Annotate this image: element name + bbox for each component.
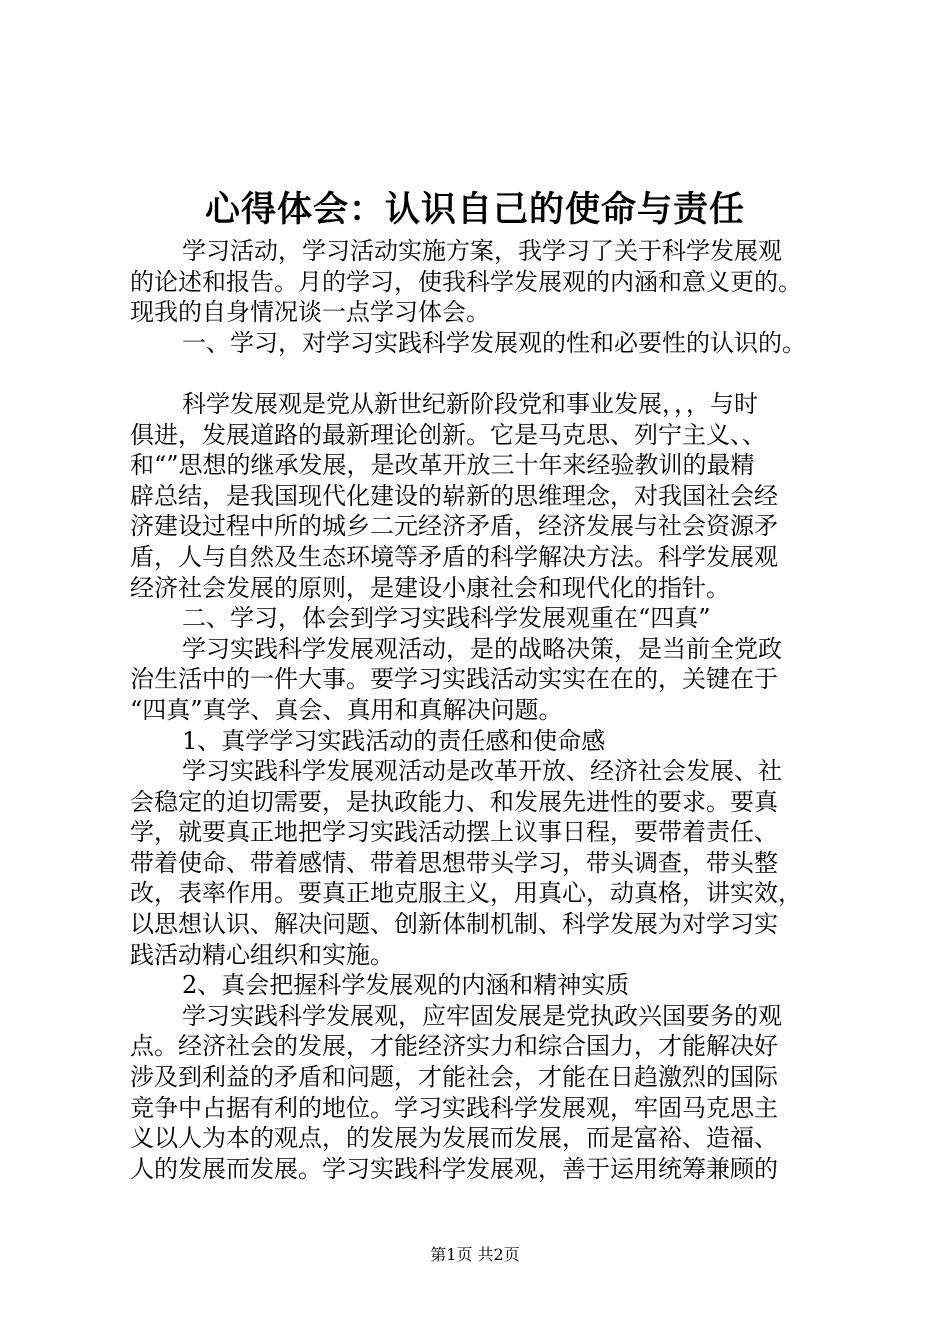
text-line: 改，表率作用。要真正地克服主义，用真心，动真格，讲实效，	[130, 879, 802, 908]
text-line: 践活动精心组织和实施。	[130, 940, 394, 969]
text-line: 济建设过程中所的城乡二元经济矛盾，经济发展与社会资源矛	[130, 512, 778, 541]
text-line: 会稳定的迫切需要，是执政能力、和发展先进性的要求。要真	[130, 787, 778, 816]
page-footer: 第1页 共2页	[430, 1245, 520, 1264]
text-line: 1、真学学习实践活动的责任感和使命感	[182, 726, 606, 755]
text-line: 俱进，发展道路的最新理论创新。它是马克思、列宁主义、、	[130, 420, 766, 449]
text-line: 学习实践科学发展观活动，是的战略决策，是当前全党政	[182, 634, 782, 663]
text-line: 竞争中占据有利的地位。学习实践科学发展观，牢固马克思主	[130, 1093, 778, 1122]
text-line: 学习活动，学习活动实施方案，我学习了关于科学发展观	[182, 237, 782, 265]
text-line: 现我的自身情况谈一点学习体会。	[130, 298, 490, 327]
text-line: “四真”真学、真会、真用和真解决问题。	[130, 695, 563, 724]
text-line: 辟总结，是我国现代化建设的崭新的思维理念，对我国社会经	[130, 481, 778, 510]
text-line: 义以人为本的观点，的发展为发展而发展，而是富裕、造福、	[130, 1124, 778, 1153]
text-line: 经济社会发展的原则，是建设小康社会和现代化的指针。	[130, 573, 730, 602]
text-line: 以思想认识、解决问题、创新体制机制、科学发展为对学习实	[130, 910, 778, 939]
text-line: 二、学习，体会到学习实践科学发展观重在“四真”	[182, 604, 711, 633]
blank-line	[130, 358, 850, 389]
text-line: 带着使命、带着感情、带着思想带头学习，带头调查，带头整	[130, 848, 778, 877]
document-body	[130, 236, 850, 1184]
text-line: 学，就要真正地把学习实践活动摆上议事日程，要带着责任、	[130, 818, 778, 847]
text-line: 涉及到利益的矛盾和问题，才能社会，才能在日趋激烈的国际	[130, 1063, 778, 1092]
text-line: 盾，人与自然及生态环境等矛盾的科学解决方法。科学发展观	[130, 542, 778, 571]
text-line: 学习实践科学发展观活动是改革开放、经济社会发展、社	[182, 757, 782, 786]
text-line: 一、学习，对学习实践科学发展观的性和必要性的认识的。	[182, 328, 806, 357]
text-line: 治生活中的一件大事。要学习实践活动实实在在的，关键在于	[130, 665, 778, 694]
text-line: 人的发展而发展。学习实践科学发展观，善于运用统筹兼顾的	[130, 1154, 778, 1183]
text-line: 的论述和报告。月的学习，使我科学发展观的内涵和意义更的。	[130, 267, 802, 296]
text-line: 点。经济社会的发展，才能经济实力和综合国力，才能解决好	[130, 1032, 778, 1061]
text-line: 2、真会把握科学发展观的内涵和精神实质	[182, 971, 630, 1000]
document-title: 心得体会：认识自己的使命与责任	[204, 189, 745, 230]
text-line: 科学发展观是党从新世纪新阶段党和事业发展，，，与时	[182, 389, 758, 418]
text-line: 学习实践科学发展观，应牢固发展是党执政兴国要务的观	[182, 1001, 782, 1030]
text-line: 和“”思想的继承发展，是改革开放三十年来经验教训的最精	[130, 451, 755, 480]
